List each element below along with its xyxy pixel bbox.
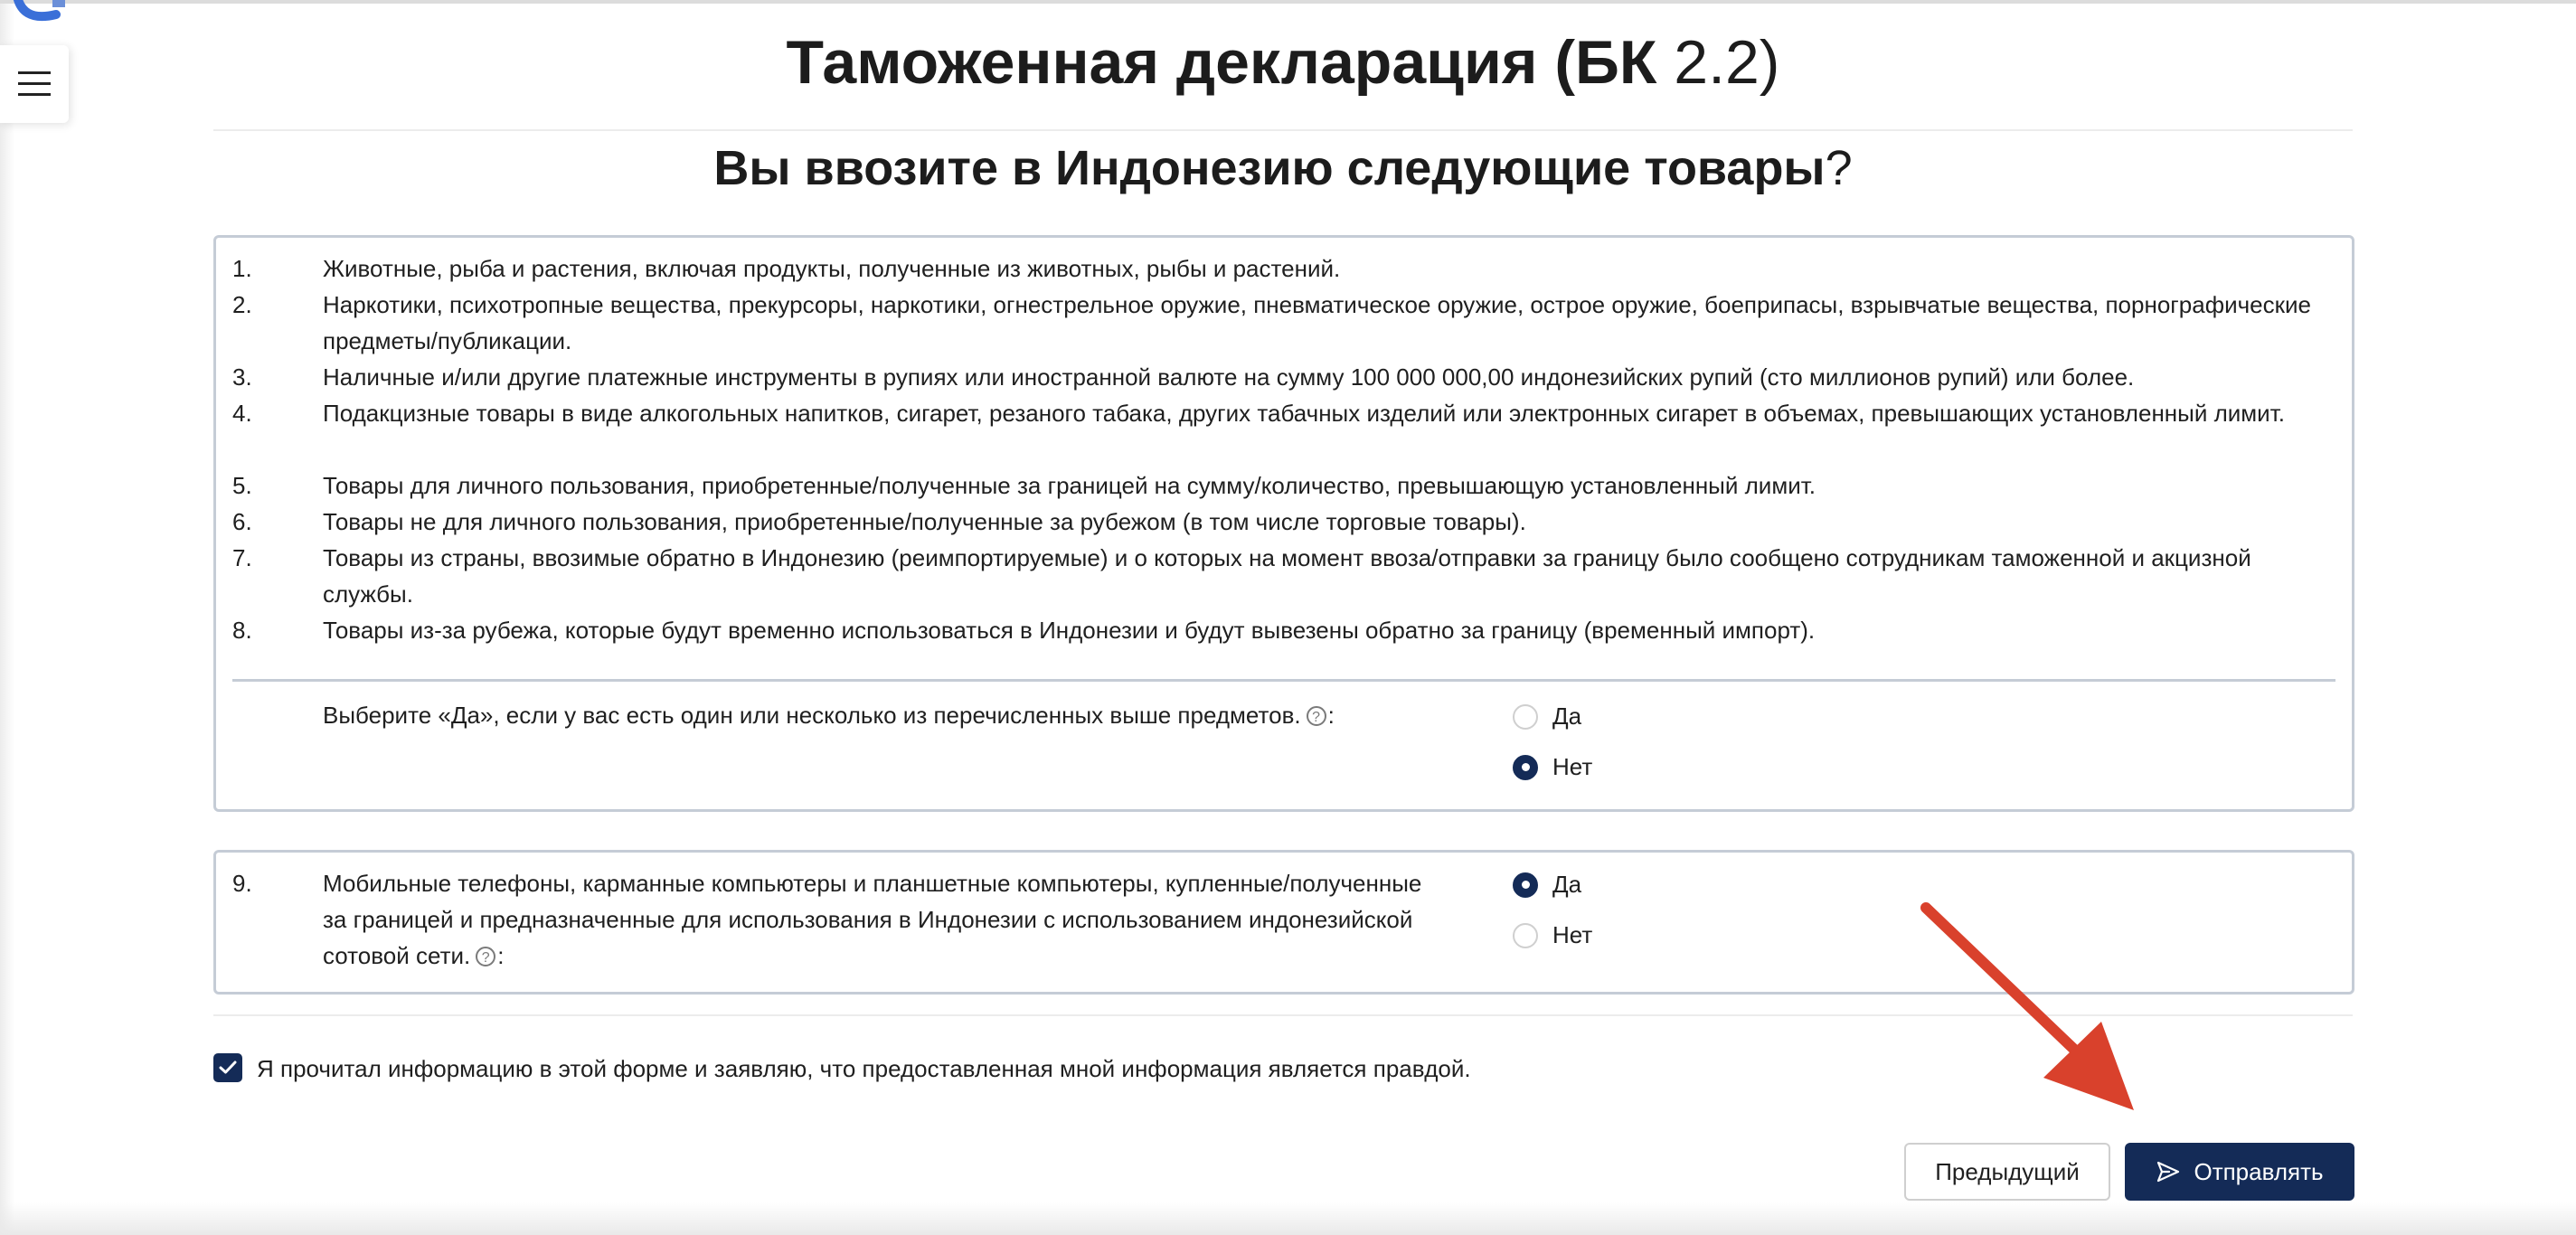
page-title <box>213 27 2353 98</box>
radio-label: Нет <box>1552 753 1593 780</box>
list-item-text: Товары из страны, ввозимые обратно в Индонезию (реимпортируемые) и о которых на момент ввоза/отправки за границу было сообщено сотрудникам таможенной и акцизной службы. <box>323 544 2251 608</box>
radio-goods-no[interactable] <box>1513 753 1592 781</box>
submit-button[interactable] <box>2125 1143 2354 1201</box>
list-item-text: Подакцизные товары в виде алкогольных напитков, сигарет, резаного табака, других табачных изделий или электронных сигарет в объемах, превышающих установленный лимит. <box>323 400 2285 427</box>
app-logo-icon <box>7 0 65 38</box>
goods-list-panel <box>213 235 2354 812</box>
list-item-text: Товары для личного пользования, приобретенные/полученные за границей на сумму/количество, превышающую установленный лимит. <box>323 472 1816 499</box>
agreement-checkbox[interactable] <box>213 1053 242 1082</box>
list-item-number: 5. <box>232 472 252 499</box>
radio-phones-no[interactable] <box>1513 921 1592 949</box>
list-item-text: Наличные и/или другие платежные инструменты в рупиях или иностранной валюте на сумму 100 000 000,00 индонезийских рупий (сто миллионов рупий) или более. <box>323 363 2135 391</box>
submit-button-label: Отправлять <box>2194 1157 2324 1185</box>
phones-text-line1: Мобильные телефоны, карманные компьютеры и планшетные компьютеры, купленные/полученные <box>323 870 1422 897</box>
previous-button-label: Предыдущий <box>1935 1157 2080 1185</box>
agreement-label[interactable]: Я прочитал информацию в этой форме и заявляю, что предоставленная мной информация является правдой. <box>257 1055 1471 1082</box>
help-icon[interactable]: ? <box>476 947 495 966</box>
list-item-number: 6. <box>232 508 252 535</box>
list-item-number: 1. <box>232 255 252 282</box>
top-border <box>0 0 2576 4</box>
list-item-number: 4. <box>232 400 252 427</box>
checkmark-icon <box>219 1061 237 1075</box>
page-title-text: Таможенная декларация (БК <box>786 28 1657 97</box>
list-item-text: Животные, рыба и растения, включая продукты, полученные из животных, рыбы и растений. <box>323 255 1341 282</box>
previous-button[interactable] <box>1904 1143 2110 1201</box>
send-icon <box>2156 1159 2181 1184</box>
radio-label: Да <box>1552 871 1582 898</box>
phones-question-colon: : <box>497 942 505 969</box>
panel-divider <box>232 679 2335 682</box>
hamburger-menu-icon <box>18 71 51 97</box>
title-divider <box>213 129 2353 131</box>
list-item-text <box>323 865 1589 974</box>
left-edge-shadow <box>0 0 14 1235</box>
list-item-number: 8. <box>232 617 252 644</box>
phones-text-line2: за границей и предназначенные для использования в Индонезии с использованием индонезийской <box>323 906 1413 933</box>
list-item-number: 9. <box>232 870 252 897</box>
menu-button[interactable] <box>0 45 69 123</box>
list-item-text: Товары из-за рубежа, которые будут временно использоваться в Индонезии и будут вывезены обратно за границу (временный импорт). <box>323 617 1816 644</box>
radio-phones-yes[interactable] <box>1513 871 1581 899</box>
list-item-number: 2. <box>232 291 252 318</box>
section-question <box>213 140 2353 196</box>
list-item-text: Наркотики, психотропные вещества, прекурсоры, наркотики, огнестрельное оружие, пневматическое оружие, острое оружие, боеприпасы, взрывчатые вещества, порнографические предметы/публикации. <box>323 291 2311 354</box>
phones-text-line3: сотовой сети. <box>323 942 471 969</box>
bottom-edge-shadow <box>0 1202 2576 1235</box>
annotation-arrow-icon <box>1917 900 2152 1117</box>
section-question-mark: ? <box>1825 141 1853 195</box>
radio-circle[interactable] <box>1513 704 1538 730</box>
goods-question-colon: : <box>1327 702 1335 729</box>
radio-circle-selected[interactable] <box>1513 872 1538 898</box>
goods-question-prompt <box>323 697 1335 733</box>
radio-goods-yes[interactable] <box>1513 702 1581 731</box>
list-item-number: 3. <box>232 363 252 391</box>
radio-circle-selected[interactable] <box>1513 755 1538 780</box>
radio-label: Нет <box>1552 921 1593 948</box>
radio-circle[interactable] <box>1513 923 1538 948</box>
goods-question-text: Выберите «Да», если у вас есть один или несколько из перечисленных выше предметов. <box>323 702 1301 729</box>
page-title-version: 2.2) <box>1674 28 1780 97</box>
section-question-text: Вы ввозите в Индонезию следующие товары <box>713 141 1826 195</box>
help-icon[interactable]: ? <box>1307 706 1326 726</box>
list-item-number: 7. <box>232 544 252 571</box>
list-item-text: Товары не для личного пользования, приобретенные/полученные за рубежом (в том числе торговые товары). <box>323 508 1526 535</box>
radio-label: Да <box>1552 702 1582 730</box>
